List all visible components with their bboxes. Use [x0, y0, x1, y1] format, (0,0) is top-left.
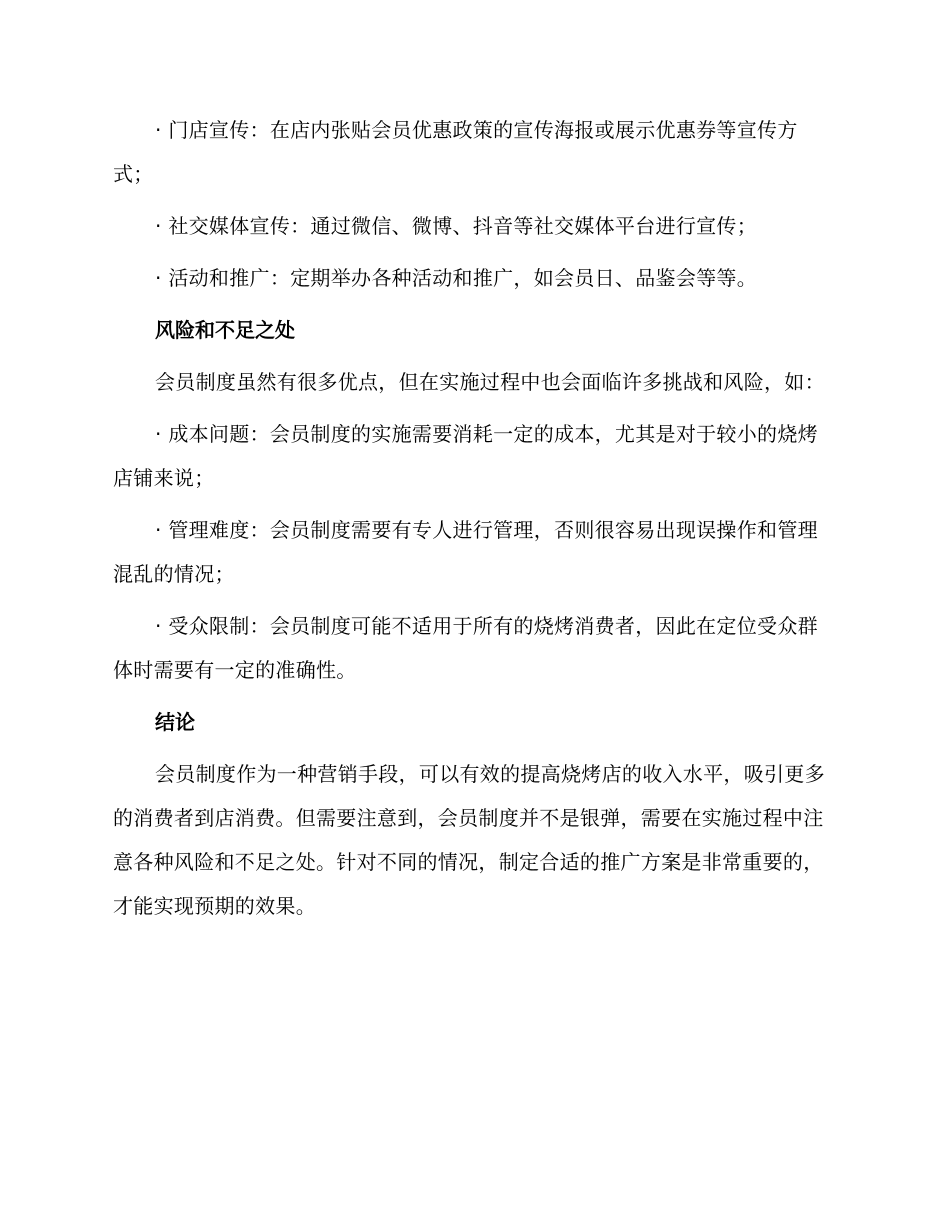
section-heading-conclusion: 结论 [155, 710, 195, 734]
conclusion-paragraph: 会员制度作为一种营销手段，可以有效的提高烧烤店的收入水平，吸引更多的消费者到店消费。但需要注意到，会员制度并不是银弹，需要在实施过程中注意各种风险和不足之处。针对不同的情况，制定合适的推广方案是非常重要的，才能实现预期的效果。 [113, 762, 825, 918]
bullet-events-promotion: · 活动和推广：定期举办各种活动和推广，如会员日、品鉴会等等。 [155, 266, 758, 290]
bullet-management-difficulty: · 管理难度：会员制度需要有专人进行管理，否则很容易出现误操作和管理混乱的情况； [113, 518, 818, 586]
document-page [113, 108, 835, 936]
bullet-cost-issue: · 成本问题：会员制度的实施需要消耗一定的成本，尤其是对于较小的烧烤店铺来说； [113, 422, 818, 490]
bullet-audience-limitation: · 受众限制：会员制度可能不适用于所有的烧烤消费者，因此在定位受众群体时需要有一定的准确性。 [113, 614, 818, 682]
bullet-store-promotion: · 门店宣传：在店内张贴会员优惠政策的宣传海报或展示优惠券等宣传方式； [113, 118, 798, 186]
section-heading-risks: 风险和不足之处 [155, 318, 295, 342]
risks-intro-paragraph: 会员制度虽然有很多优点，但在实施过程中也会面临许多挑战和风险，如： [155, 370, 825, 394]
bullet-social-media-promotion: · 社交媒体宣传：通过微信、微博、抖音等社交媒体平台进行宣传； [155, 214, 758, 238]
